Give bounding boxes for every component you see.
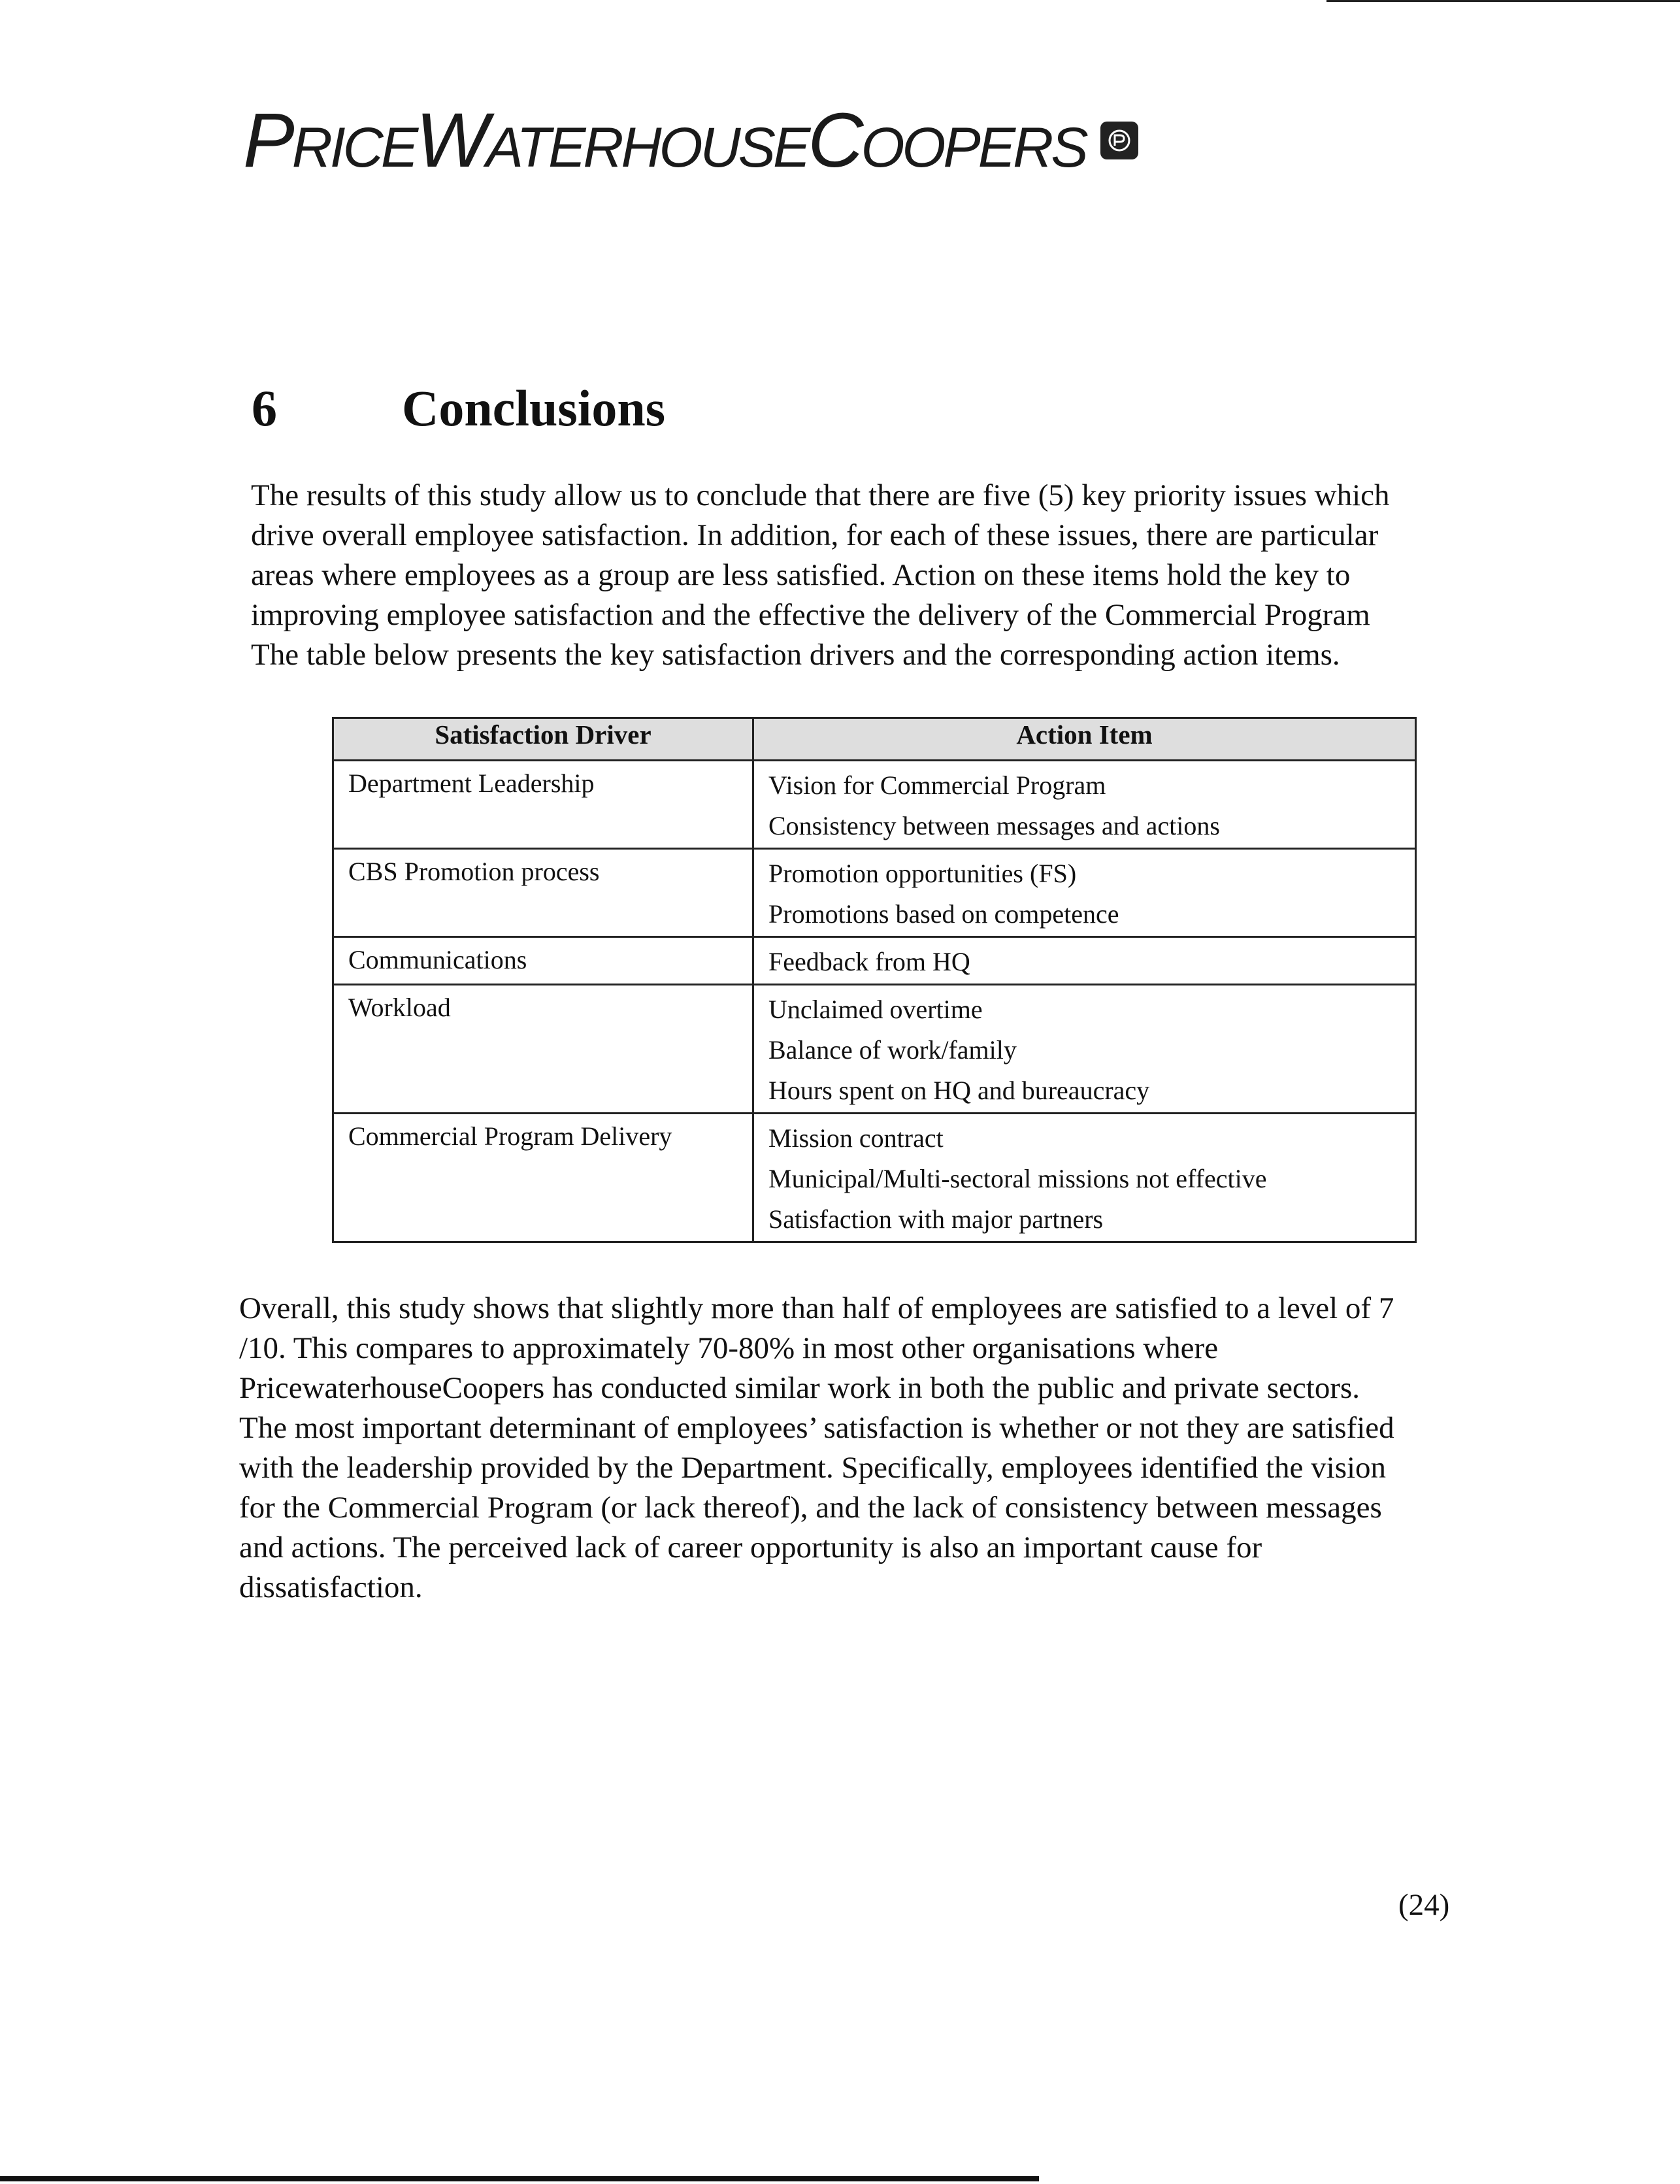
table-header-row (333, 718, 1416, 761)
drivers-table-container (332, 717, 1417, 1243)
intro-line: The results of this study allow us to conclude that there are five (5) key priority issues which (251, 478, 1390, 512)
summary-line: and actions. The perceived lack of career opportunity is also an important cause for (239, 1530, 1262, 1564)
table-row (333, 985, 1416, 1114)
action-item: Promotions based on competence (768, 899, 1119, 929)
driver-cell: Workload (333, 985, 753, 1114)
summary-line: for the Commercial Program (or lack thereof), and the lack of consistency between messages (239, 1491, 1382, 1525)
table-row (333, 761, 1416, 849)
logo-seal-icon (1100, 122, 1138, 159)
action-item: Feedback from HQ (768, 947, 970, 976)
summary-paragraph (239, 1289, 1513, 1608)
intro-paragraph (251, 476, 1492, 675)
section-title: Conclusions (402, 380, 666, 437)
action-item: Balance of work/family (768, 1035, 1017, 1065)
logo-wordmark: PRICEWATERHOUSECOOPERS (243, 97, 1086, 184)
summary-line: with the leadership provided by the Department. Specifically, employees identified the vision (239, 1451, 1387, 1485)
action-item: Consistency between messages and actions (768, 811, 1220, 840)
section-heading (252, 379, 665, 438)
summary-line: Overall, this study shows that slightly more than half of employees are satisfied to a level of 7 (239, 1291, 1394, 1325)
action-cell (753, 1114, 1416, 1242)
action-item: Unclaimed overtime (768, 995, 983, 1024)
table-row (333, 937, 1416, 985)
action-item: Vision for Commercial Program (768, 770, 1106, 800)
table-row (333, 849, 1416, 937)
driver-cell: Communications (333, 937, 753, 985)
action-cell (753, 937, 1416, 985)
driver-cell: CBS Promotion process (333, 849, 753, 937)
bottom-edge-rule (0, 2176, 1039, 2181)
action-item: Mission contract (768, 1123, 944, 1153)
summary-line: PricewaterhouseCoopers has conducted similar work in both the public and private sectors. (239, 1371, 1360, 1405)
action-item: Satisfaction with major partners (768, 1204, 1104, 1234)
column-header-driver: Satisfaction Driver (333, 718, 753, 761)
intro-line: areas where employees as a group are less satisfied. Action on these items hold the key to (251, 558, 1351, 592)
driver-cell: Department Leadership (333, 761, 753, 849)
summary-line: dissatisfaction. (239, 1570, 423, 1604)
action-item: Promotion opportunities (FS) (768, 859, 1077, 888)
section-number: 6 (252, 380, 277, 437)
driver-cell: Commercial Program Delivery (333, 1114, 753, 1242)
action-cell (753, 985, 1416, 1114)
satisfaction-drivers-table (332, 717, 1417, 1243)
column-header-action: Action Item (753, 718, 1416, 761)
action-item: Municipal/Multi-sectoral missions not effective (768, 1164, 1267, 1193)
top-edge-rule (1326, 0, 1680, 2)
action-item: Hours spent on HQ and bureaucracy (768, 1076, 1150, 1105)
intro-line: drive overall employee satisfaction. In addition, for each of these issues, there are particular (251, 518, 1379, 552)
page-number: (24) (1398, 1888, 1450, 1922)
table-row (333, 1114, 1416, 1242)
action-cell (753, 849, 1416, 937)
intro-line: improving employee satisfaction and the effective the delivery of the Commercial Program (251, 598, 1370, 632)
summary-line: The most important determinant of employees’ satisfaction is whether or not they are satisfied (239, 1411, 1394, 1445)
intro-line: The table below presents the key satisfaction drivers and the corresponding action items. (251, 638, 1340, 672)
company-logo (243, 98, 1138, 183)
action-cell (753, 761, 1416, 849)
summary-line: /10. This compares to approximately 70-80% in most other organisations where (239, 1331, 1219, 1365)
